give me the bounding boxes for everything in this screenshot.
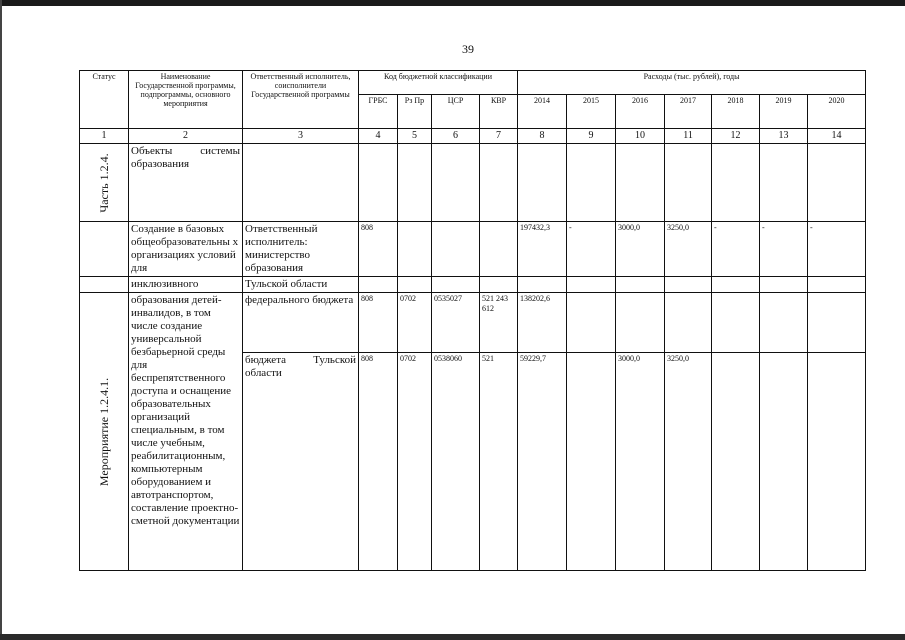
header-grbs: ГРБС — [359, 95, 398, 129]
header-status: Статус — [80, 71, 129, 129]
column-number: 7 — [480, 129, 518, 144]
row-responsible-executor: Ответственный исполнитель: министерство образования — [243, 222, 359, 277]
row-regional-kvr: 521 — [480, 353, 518, 571]
header-year: 2018 — [712, 95, 760, 129]
column-number: 3 — [243, 129, 359, 144]
header-year: 2019 — [760, 95, 808, 129]
column-number: 2 — [129, 129, 243, 144]
row-responsible-2016: 3000,0 — [616, 222, 665, 277]
part-row — [80, 144, 866, 222]
column-number-row — [80, 129, 866, 144]
row-regional-grbs: 808 — [359, 353, 398, 571]
header-year: 2014 — [518, 95, 567, 129]
part-status-cell — [80, 144, 129, 222]
measure-status-cell — [80, 293, 129, 571]
row-responsible-2015: - — [567, 222, 616, 277]
header-csr: ЦСР — [432, 95, 480, 129]
header-year: 2020 — [808, 95, 866, 129]
row-regional-rzpr: 0702 — [398, 353, 432, 571]
scan-left-edge — [0, 0, 2, 640]
header-rzpr: Рз Пр — [398, 95, 432, 129]
row-federal-executor: федерального бюджета — [243, 293, 359, 353]
measure-name-a: Создание в базовых общеобразовательны х организациях условий для — [129, 222, 243, 277]
row-regional-2017: 3250,0 — [665, 353, 712, 571]
header-expenses: Расходы (тыс. рублей), годы — [518, 71, 866, 95]
measure-name-c: образования детей-инвалидов, в том числе создание универсальной безбарьерной среды для беспрепятственного доступа и оснащение образовательных организаций специальным, в том числе учебным, реабилитационным, компьютерным оборудованием и автотранспортом, составление проектно-сметной документации — [129, 293, 243, 571]
header-row-1 — [80, 71, 866, 95]
header-name: Наименование Государственной программы, подпрограммы, основного мероприятия — [129, 71, 243, 129]
header-year: 2017 — [665, 95, 712, 129]
column-number: 1 — [80, 129, 129, 144]
header-executor: Ответственный исполнитель, соисполнители Государственной программы — [243, 71, 359, 129]
row-federal-csr: 0535027 — [432, 293, 480, 353]
measure-row-region — [80, 277, 866, 293]
column-number: 13 — [760, 129, 808, 144]
row-responsible-2014: 197432,3 — [518, 222, 567, 277]
row-regional-executor — [243, 353, 359, 571]
column-number: 6 — [432, 129, 480, 144]
row-federal-kvr: 521 243 612 — [480, 293, 518, 353]
header-year: 2016 — [616, 95, 665, 129]
part-name-line2: образования — [131, 158, 190, 170]
column-number: 8 — [518, 129, 567, 144]
row-federal-2014: 138202,6 — [518, 293, 567, 353]
part-name-cell — [129, 144, 243, 222]
column-number: 10 — [616, 129, 665, 144]
measure-status: Мероприятие 1.2.4.1. — [97, 377, 111, 486]
header-budget-code: Код бюджетной классификации — [359, 71, 518, 95]
column-number: 4 — [359, 129, 398, 144]
scan-top-edge — [0, 0, 905, 6]
row-responsible-2019: - — [760, 222, 808, 277]
header-kvr: КВР — [480, 95, 518, 129]
row-regional-2016: 3000,0 — [616, 353, 665, 571]
row-federal-grbs: 808 — [359, 293, 398, 353]
measure-row-responsible — [80, 222, 866, 277]
measure-name-b: инклюзивного — [129, 277, 243, 293]
row-region-executor: Тульской области — [243, 277, 359, 293]
row-regional-2014: 59229,7 — [518, 353, 567, 571]
row-responsible-2017: 3250,0 — [665, 222, 712, 277]
row-regional-executor-word2: Тульской — [313, 354, 356, 366]
row-regional-executor-line2: области — [245, 367, 282, 379]
row-regional-csr: 0538060 — [432, 353, 480, 571]
budget-table — [79, 70, 866, 571]
header-year: 2015 — [567, 95, 616, 129]
column-number: 11 — [665, 129, 712, 144]
row-responsible-2020: - — [808, 222, 866, 277]
part-status: Часть 1.2.4. — [97, 152, 111, 213]
column-number: 14 — [808, 129, 866, 144]
column-number: 5 — [398, 129, 432, 144]
column-number: 12 — [712, 129, 760, 144]
row-federal-rzpr: 0702 — [398, 293, 432, 353]
row-responsible-2018: - — [712, 222, 760, 277]
measure-row-federal — [80, 293, 866, 353]
scan-bottom-edge — [0, 634, 905, 640]
page-number: 39 — [462, 42, 474, 56]
row-responsible-grbs: 808 — [359, 222, 398, 277]
row-regional-executor-word1: бюджета — [245, 354, 287, 366]
row-regional-executor-line1 — [245, 354, 356, 367]
part-name-line1: Объекты системы — [131, 145, 240, 157]
column-number: 9 — [567, 129, 616, 144]
